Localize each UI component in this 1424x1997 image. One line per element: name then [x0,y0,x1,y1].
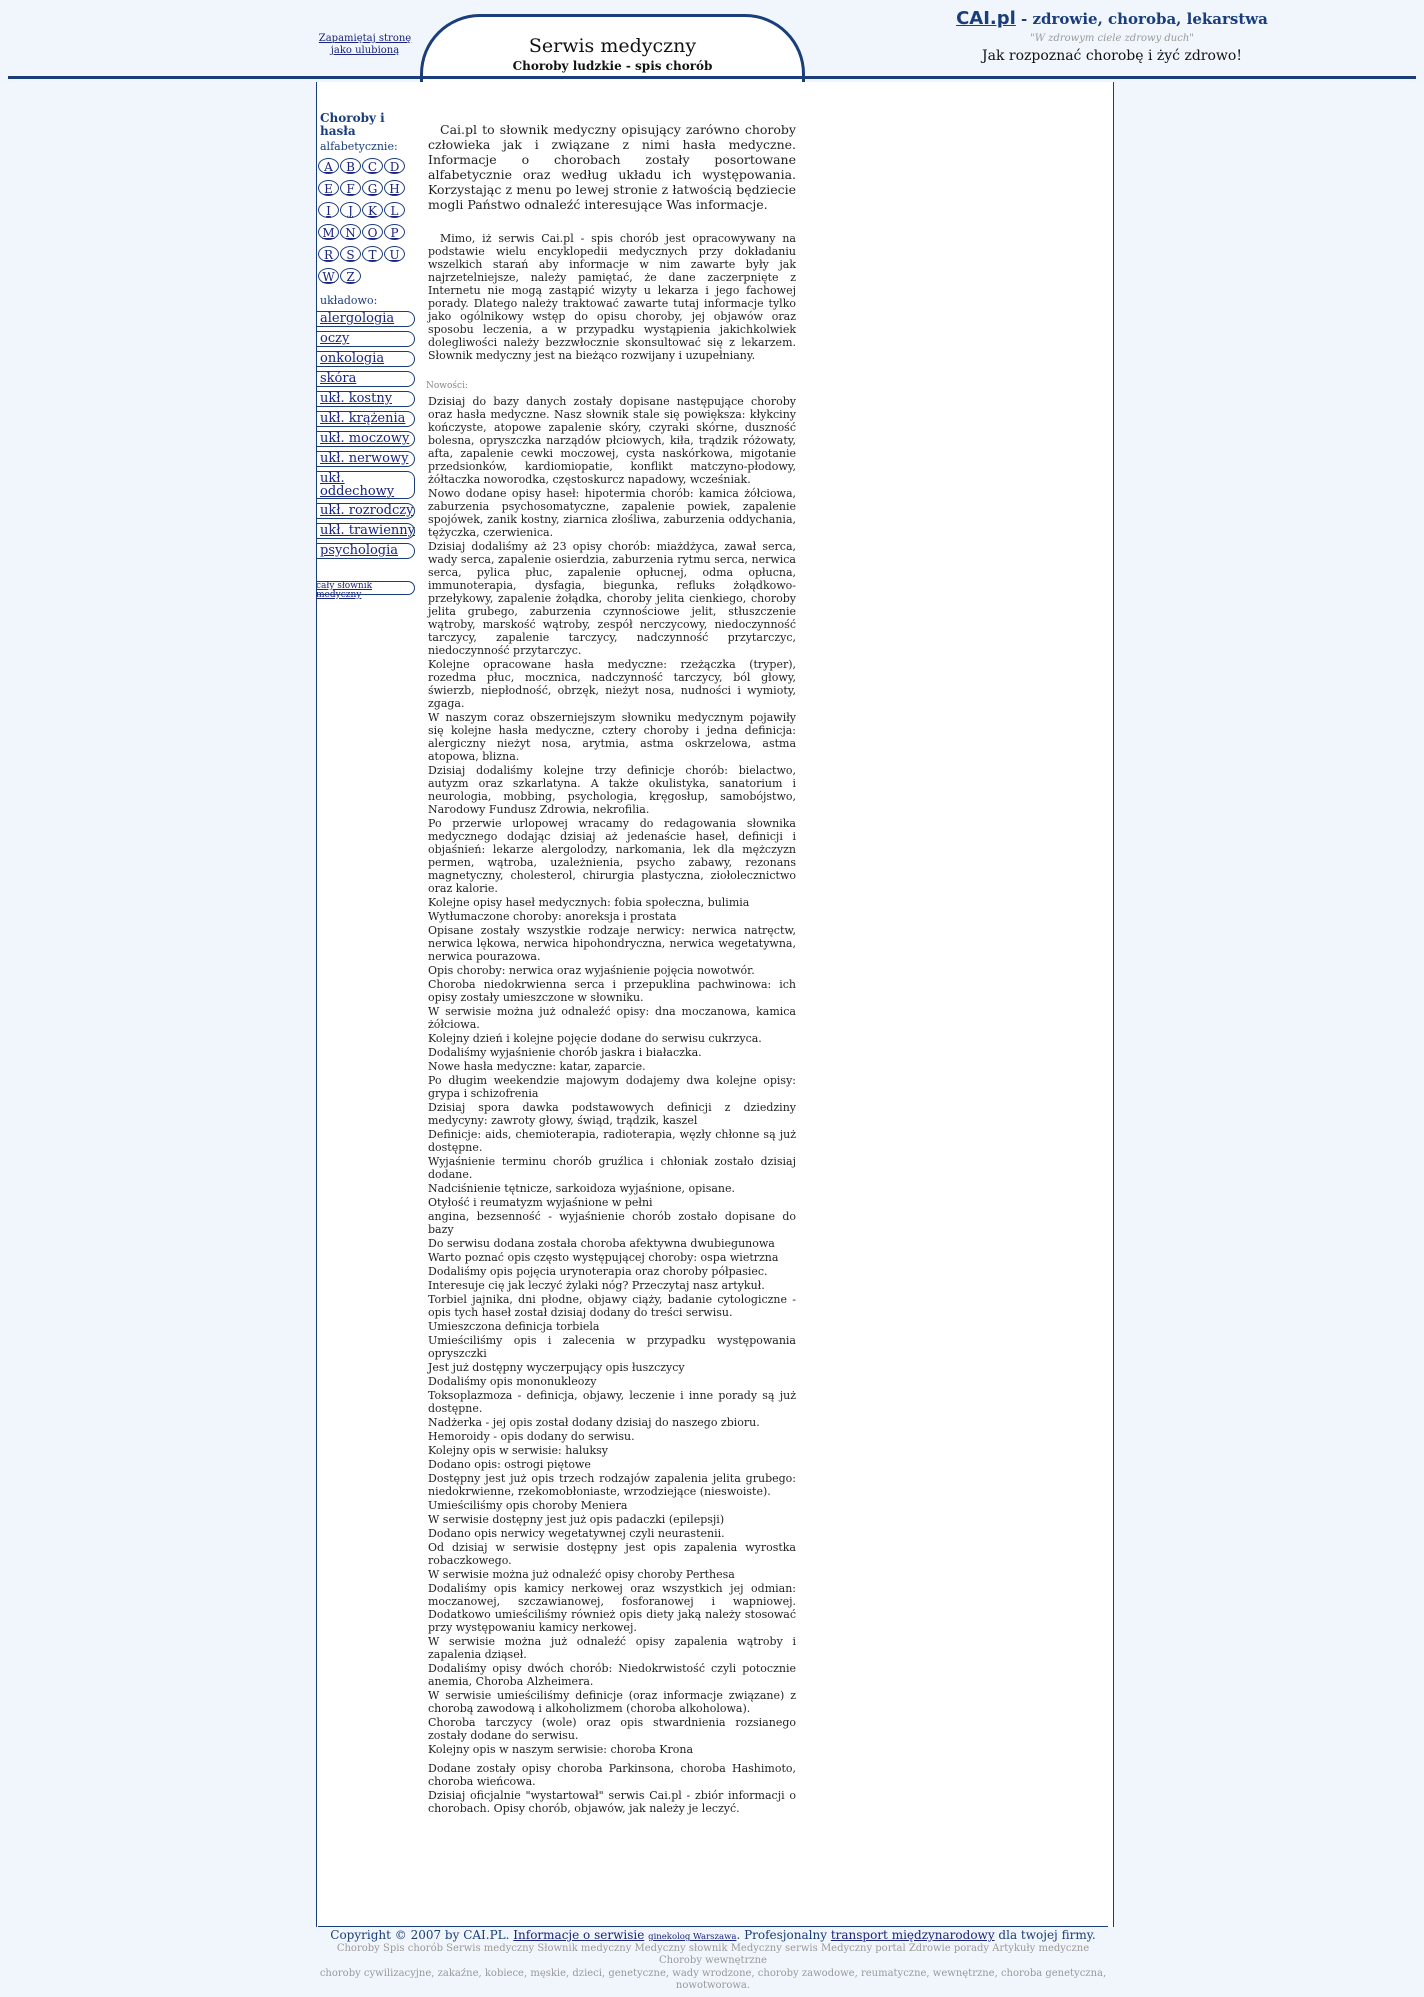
bookmark-link[interactable]: Zapamiętaj stronę jako ulubioną [318,33,412,56]
news-item: Wytłumaczone choroby: anoreksja i prostata [428,910,677,923]
news-item: Kolejne opisy haseł medycznych: fobia społeczna, bulimia [428,896,750,909]
news-item: Warto poznać opis często występującej choroby: ospa wietrzna [428,1251,779,1264]
news-item: Nowe hasła medyczne: katar, zaparcie. [428,1060,646,1073]
sidebar-heading: Choroby i hasła [320,111,385,138]
slogan: Jak rozpoznać chorobę i żyć zdrowo! [982,48,1242,64]
category-item[interactable]: ukł. kostny [316,391,415,407]
gynecologist-link[interactable]: ginekolog Warszawa [648,1932,737,1942]
letter-p[interactable]: P [384,224,405,240]
letter-k[interactable]: K [362,202,383,218]
letter-m[interactable]: M [318,224,339,240]
news-item: Choroba niedokrwienna serca i przepuklina pachwinowa: ich opisy zostały umieszczone w słowniku. [428,978,796,1004]
news-item: Definicje: aids, chemioterapia, radioterapia, węzły chłonne są już dostępne. [428,1128,796,1154]
news-item: Dostępny jest już opis trzech rodzajów zapalenia jelita grubego: niedokrwienne, rzekomobłoniaste, wrzodziejące (nieswoiste). [428,1472,796,1498]
news-item: Po przerwie urlopowej wracamy do redagowania słownika medycznego dodając dzisiaj aż jedenaście haseł, definicji i objaśnień: lekarze alergolodzy, narkomania, lek dla mężczyzn permen, wątroba, uzależnienia, psycho zabawy, rezonans magnetyczny, cholesterol, chirurgia plastyczna, ziołolecznictwo oraz kalorie. [428,817,796,895]
news-item: Otyłość i reumatyzm wyjaśnione w pełni [428,1196,653,1209]
news-item: Kolejny opis w naszym serwisie: choroba Krona [428,1743,694,1756]
news-item: Do serwisu dodana została choroba afektywna dwubiegunowa [428,1237,775,1250]
news-item: Torbiel jajnika, dni płodne, objawy ciąży, badanie cytologiczne - opis tych haseł został dzisiaj dodany do treści serwisu. [428,1293,796,1319]
category-item[interactable]: alergologia [316,311,415,327]
letter-b[interactable]: B [340,158,361,174]
site-footer [318,1928,1108,1992]
full-dictionary-link[interactable]: cały słownik medyczny [316,581,415,595]
letter-g[interactable]: G [362,180,383,196]
letter-l[interactable]: L [384,202,405,218]
letter-e[interactable]: E [318,180,339,196]
news-item: angina, bezsenność - wyjaśnienie chorób zostało dopisane do bazy [428,1210,796,1236]
site-header [0,0,1424,82]
header-divider [8,76,1416,79]
letter-index [316,156,416,288]
category-item[interactable]: oczy [316,331,415,347]
news-item: Dzisiaj do bazy danych zostały dopisane następujące choroby oraz hasła medyczne. Nasz słownik stale się powiększa: kłykciny kończyste, atopowe zapalenie skóry, czyraki skórne, duszność bolesna, opryszczka narządów płciowych, kiła, trądzik różowaty, afta, zapalenie cewki moczowej, cysta naskórkowa, migotanie przedsionków, kardiomiopatie, konflikt matczyno-płodowy, żółtaczka noworodka, częstoskurcz napadowy, wcześniak. [428,395,796,486]
news-item: Kolejne opracowane hasła medyczne: rzeżączka (tryper), rozedma płuc, mocznica, nadczynność tarczycy, ból głowy, świerzb, niepłodność, obrzęk, nieżyt nosa, nudności i wymioty, zgaga. [428,658,796,710]
news-item: Od dzisiaj w serwisie dostępny jest opis zapalenia wyrostka robaczkowego. [428,1541,796,1567]
category-item[interactable]: onkologia [316,351,415,367]
main-content [428,122,796,1816]
news-item: W naszym coraz obszerniejszym słowniku medycznym pojawiły się kolejne hasła medyczne, cztery choroby i jedna definicja: alergiczny nieżyt nosa, arytmia, astma oskrzelowa, astma atopowa, blizna. [428,711,796,763]
letter-h[interactable]: H [384,180,405,196]
news-item: Dodaliśmy opis pojęcia urynoterapia oraz choroby półpasiec. [428,1265,768,1278]
news-item: Dzisiaj dodaliśmy kolejne trzy definicje chorób: bielactwo, autyzm oraz szkarlatyna. A także okulistyka, sanatorium i neurologia, mobbing, psychologia, kręgosłup, samobójstwo, Narodowy Fundusz Zdrowia, nekrofilia. [428,764,796,816]
news-item: Umieściliśmy opis choroby Meniera [428,1499,628,1512]
news-item: W serwisie można już odnaleźć opisy zapalenia wątroby i zapalenia dziąseł. [428,1635,796,1661]
title-tab [420,14,805,82]
letter-t[interactable]: T [362,246,383,262]
letter-c[interactable]: C [362,158,383,174]
layout-label: układowo: [320,294,378,307]
transport-link[interactable]: transport międzynarodowy [830,1928,995,1942]
news-item: Hemoroidy - opis dodany do serwisu. [428,1430,635,1443]
copyright: Copyright © 2007 by CAI.PL. [330,1928,510,1942]
news-item: Dodano opis nerwicy wegetatywnej czyli neurastenii. [428,1527,725,1540]
letter-f[interactable]: F [340,180,361,196]
news-item: Dodaliśmy opis kamicy nerkowej oraz wszystkich jej odmian: moczanowej, szczawianowej, fosforanowej i wapniowej. Dodatkowo umieściliśmy również opis diety jaką należy stosować przy występowaniu kamicy nerkowej. [428,1582,796,1634]
letter-a[interactable]: A [318,158,339,174]
news-item: Choroba tarczycy (wole) oraz opis stwardnienia rozsianego zostały dodane do serwisu. [428,1716,796,1742]
category-item[interactable]: ukł. rozrodczy [316,503,415,519]
news-item: Dodaliśmy wyjaśnienie chorób jaskra i białaczka. [428,1046,702,1059]
news-item: Dodaliśmy opisy dwóch chorób: Niedokrwistość czyli potocznie anemia, Choroba Alzheimera. [428,1662,796,1688]
news-item: Po długim weekendzie majowym dodajemy dwa kolejne opisy: grypa i schizofrenia [428,1074,796,1100]
category-item[interactable]: psychologia [316,543,415,559]
news-item: Dzisiaj spora dawka podstawowych definicji z dziedziny medycyny: zawroty głowy, świąd, trądzik, kaszel [428,1101,796,1127]
news-item: Nadciśnienie tętnicze, sarkoidoza wyjaśnione, opisane. [428,1182,735,1195]
news-item: W serwisie można już odnaleźć opisy: dna moczanowa, kamica żółciowa. [428,1005,796,1031]
news-item: Nadżerka - jej opis został dodany dzisiaj do naszego zbioru. [428,1416,760,1429]
about-link[interactable]: Informacje o serwisie [513,1928,645,1942]
news-item: Wyjaśnienie terminu chorób gruźlica i chłoniak zostało dzisiaj dodane. [428,1155,796,1181]
news-item: Dodaliśmy opis mononukleozy [428,1375,597,1388]
news-item: W serwisie umieściliśmy definicje (oraz informacje związane) z chorobą zawodową i alkoholizmem (choroba alkoholowa). [428,1689,796,1715]
news-item: Umieściliśmy opis i zalecenia w przypadku występowania opryszczki [428,1334,796,1360]
news-list [428,395,796,1815]
letter-i[interactable]: I [318,202,339,218]
sidebar [316,111,416,600]
category-item[interactable]: ukł. nerwowy [316,451,415,467]
category-item[interactable]: skóra [316,371,415,387]
news-item: Kolejny opis w serwisie: haluksy [428,1444,609,1457]
letter-j[interactable]: J [340,202,361,218]
news-item: Nowo dodane opisy haseł: hipotermia chorób: kamica żółciowa, zaburzenia psychosomatyczne, zapalenie powiek, zapalenie spojówek, zanik kostny, ziarnica złośliwa, zaburzenia oddychania, tężyczka, czerwienica. [428,487,796,539]
alphabetical-label: alfabetycznie: [320,140,398,153]
promo-text: . Profesjonalny [736,1928,827,1942]
news-item: Dodano opis: ostrogi piętowe [428,1458,591,1471]
site-title: Serwis medyczny [528,35,697,57]
news-item: Interesuje cię jak leczyć żylaki nóg? Przeczytaj nasz artykuł. [428,1279,765,1292]
footer-keywords: Choroby Spis chorób Serwis medyczny Słownik medyczny Medyczny słownik Medyczny serwis Medyczny portal Zdrowie porady Artykuły medyczne Choroby wewnętrzne [336,1943,1090,1966]
site-subtitle: Choroby ludzkie - spis chorób [512,59,713,73]
category-list [316,311,416,559]
news-item: Dzisiaj dodaliśmy aż 23 opisy chorób: miażdżyca, zawał serca, wady serca, zapalenie osierdzia, zaburzenia rytmu serca, nerwica serca, pylica płuc, zapalenie opłucnej, odma opłucna, immunoterapia, dysfagia, biegunka, refluks żołądkowo-przełykowy, zapalenie żołądka, choroby jelita cienkiego, choroby jelita grubego, zaburzenia czynnościowe jelit, stłuszczenie wątroby, marskość wątroby, zespół nerczycowy, niedoczynność tarczycy, zapalenie tarczycy, nadczynność przytarczyc, niedoczynność przytarczyc. [428,540,796,657]
letter-d[interactable]: D [384,158,405,174]
footer-keywords-2: choroby cywilizacyjne, zakaźne, kobiece, męskie, dzieci, genetyczne, wady wrodzone, choroby zawodowe, reumatyczne, wewnętrzne, choroba genetyczna, nowotworowa. [319,1968,1107,1991]
brand-block [808,8,1416,64]
news-item: Jest już dostępny wyczerpujący opis łuszczycy [428,1361,685,1374]
news-item: Dzisiaj oficjalnie "wystartował" serwis Cai.pl - zbiór informacji o chorobach. Opisy chorób, objawów, jak należy je leczyć. [428,1789,796,1815]
disclaimer-paragraph: Mimo, iż serwis Cai.pl - spis chorób jest opracowywany na podstawie wielu encyklopedii medycznych przy dokładaniu wszelkich starań aby informacje w nim zawarte były jak najrzetelniejsze, należy pamiętać, że dane zaczerpnięte z Internetu nie mogą zastąpić wizyty u lekarza i jego fachowej porady. Dlatego należy traktować zawarte tutaj informacje tylko jako ogólnikowy wstęp do opisu choroby, jej objawów oraz sposobu leczenia, a w przypadku wystąpienia jakichkolwiek dolegliwości należy bezzwłocznie skonsultować się z lekarzem. Słownik medyczny jest na bieżąco rozwijany i uzupełniany. [428,232,796,362]
motto: "W zdrowym ciele zdrowy duch" [1030,33,1194,44]
footer-divider [318,1926,1108,1927]
news-item: Opisane zostały wszystkie rodzaje nerwicy: nerwica natręctw, nerwica lękowa, nerwica hipohondryczna, nerwica wegetatywna, nerwica pourazowa. [428,924,796,963]
news-item: W serwisie dostępny jest już opis padaczki (epilepsji) [428,1513,725,1526]
category-item[interactable]: ukł. moczowy [316,431,415,447]
promo-end: dla twojej firmy. [998,1928,1096,1942]
news-item: Umieszczona definicja torbiela [428,1320,600,1333]
letter-o[interactable]: O [362,224,383,240]
news-item: Kolejny dzień i kolejne pojęcie dodane do serwisu cukrzyca. [428,1032,762,1045]
category-item[interactable]: ukł. trawienny [316,523,415,539]
letter-w[interactable]: W [318,268,339,284]
news-item: Dodane zostały opisy choroba Parkinsona, choroba Hashimoto, choroba wieńcowa. [428,1762,796,1788]
letter-r[interactable]: R [318,246,339,262]
news-item: W serwisie można już odnaleźć opisy choroby Perthesa [428,1568,735,1581]
news-item: Opis choroby: nerwica oraz wyjaśnienie pojęcia nowotwór. [428,964,755,977]
news-label: Nowości: [426,381,468,391]
intro-paragraph: Cai.pl to słownik medyczny opisujący zarówno choroby człowieka jak i związane z nimi hasła medyczne. Informacje o chorobach zostały posortowane alfabetycznie oraz według układu ich występowania. Korzystając z menu po lewej stronie z łatwością będziecie mogli Państwo odnaleźć interesujące Was informacje. [428,122,796,212]
letter-u[interactable]: U [384,246,405,262]
letter-z[interactable]: Z [340,268,361,284]
brand-logo[interactable]: CAI.pl [956,8,1016,29]
letter-n[interactable]: N [340,224,361,240]
category-item[interactable]: ukł. oddechowy [316,471,415,499]
category-item[interactable]: ukł. krążenia [316,411,415,427]
news-item: Toksoplazmoza - definicja, objawy, leczenie i inne porady są już dostępne. [428,1389,796,1415]
letter-s[interactable]: S [340,246,361,262]
brand-tagline: - zdrowie, choroba, lekarstwa [1015,10,1268,28]
